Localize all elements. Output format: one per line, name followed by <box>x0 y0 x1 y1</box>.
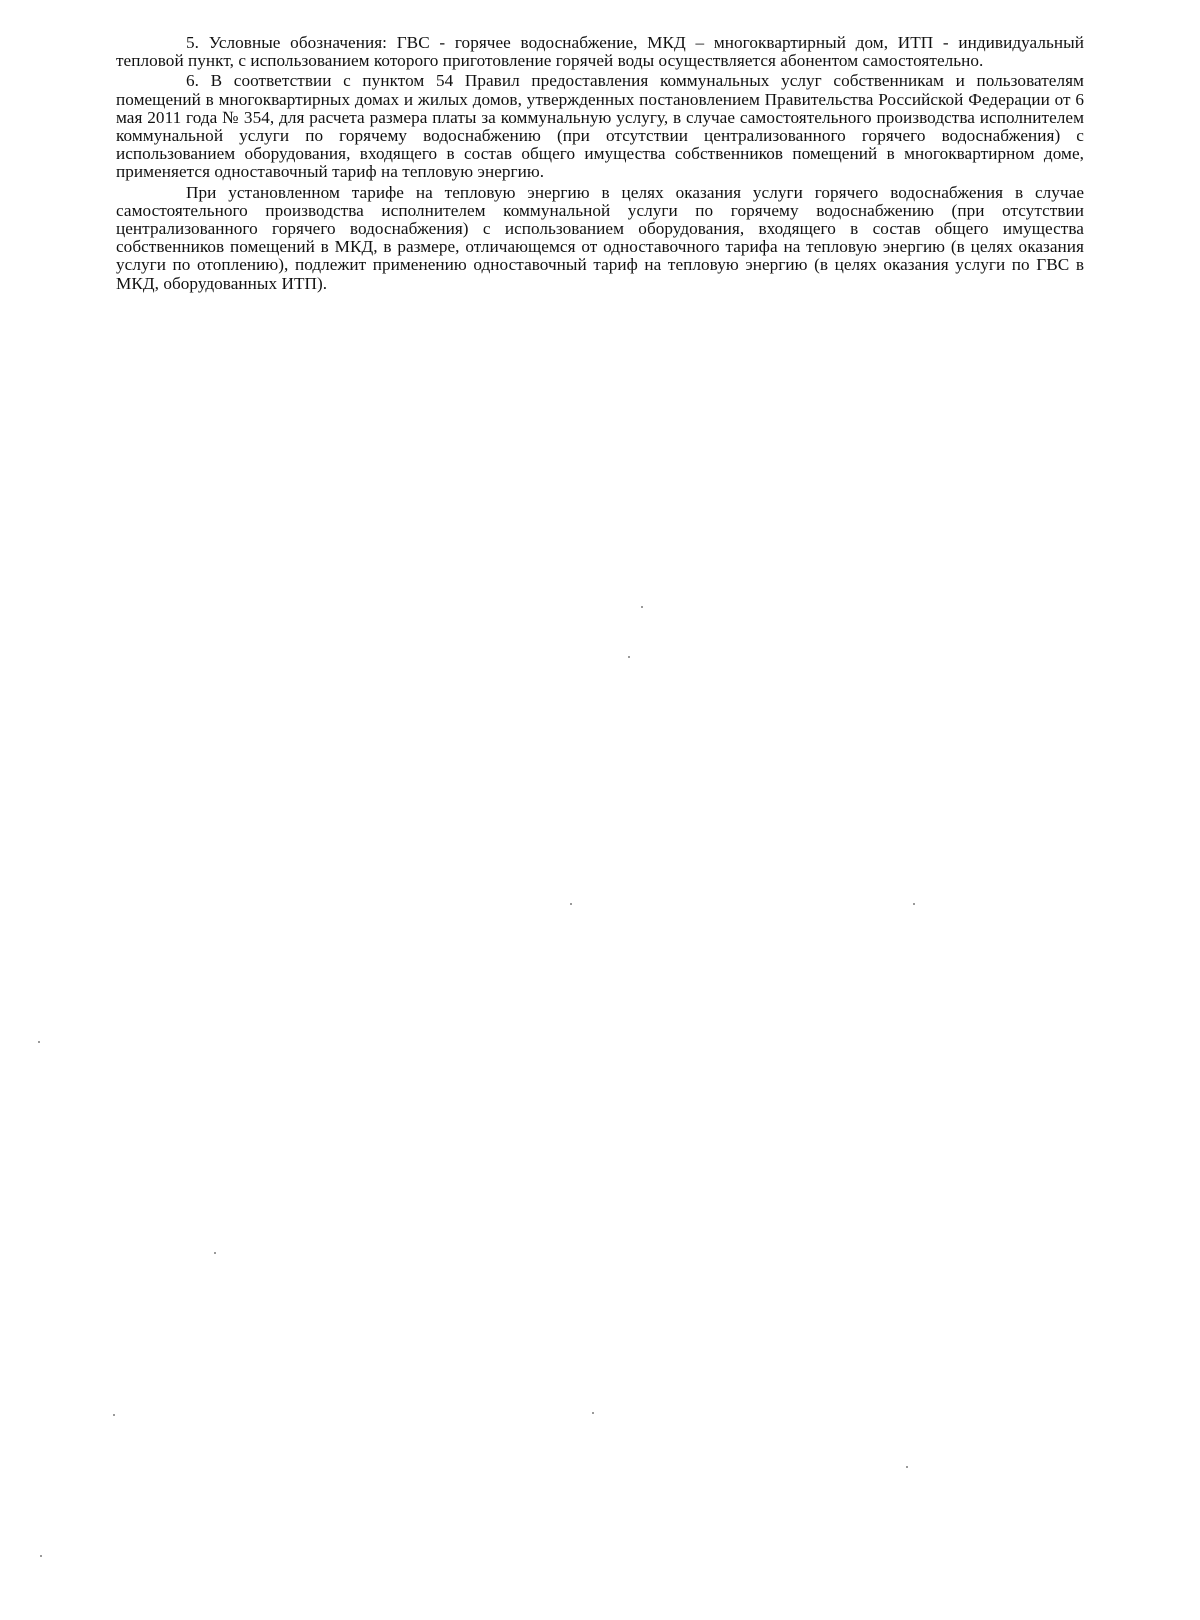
scan-speck <box>38 1041 40 1043</box>
scan-speck <box>628 656 630 658</box>
paragraph-legend: 5. Условные обозначения: ГВС - горячее водоснабжение, МКД – многоквартирный дом, ИТП - индивидуальный тепловой пункт, с использованием которого приготовление горячей воды осуществляется абонентом самостоятельно. <box>116 33 1084 71</box>
paragraph-rule-54: 6. В соответствии с пунктом 54 Правил предоставления коммунальных услуг собственникам и пользователям помещений в многоквартирных домах и жилых домов, утвержденных постановлением Правительства Российской Федерации от 6 мая 2011 года № 354, для расчета размера платы за коммунальную услугу, в случае самостоятельного производства исполнителем коммунальной услуги по горячему водоснабжению (при отсутствии централизованного горячего водоснабжения) с использованием оборудования, входящего в состав общего имущества собственников помещений в многоквартирном доме, применяется одноставочный тариф на тепловую энергию. <box>116 71 1084 182</box>
document-body <box>116 34 1084 295</box>
scan-speck <box>570 903 572 905</box>
scan-speck <box>113 1414 115 1416</box>
paragraph-tariff: При установленном тарифе на тепловую энергию в целях оказания услуги горячего водоснабжения в случае самостоятельного производства исполнителем коммунальной услуги по горячему водоснабжению (при отсутствии централизованного горячего водоснабжения) с использованием оборудования, входящего в состав общего имущества собственников помещений в МКД, в размере, отличающемся от одноставочного тарифа на тепловую энергию (в целях оказания услуги по отоплению), подлежит применению одноставочный тариф на тепловую энергию (в целях оказания услуги по ГВС в МКД, оборудованных ИТП). <box>116 182 1084 293</box>
scan-speck <box>40 1555 42 1557</box>
scan-speck <box>906 1466 908 1468</box>
scan-speck <box>641 606 643 608</box>
scan-speck <box>592 1412 594 1414</box>
scan-speck <box>913 903 915 905</box>
scan-speck <box>214 1252 216 1254</box>
